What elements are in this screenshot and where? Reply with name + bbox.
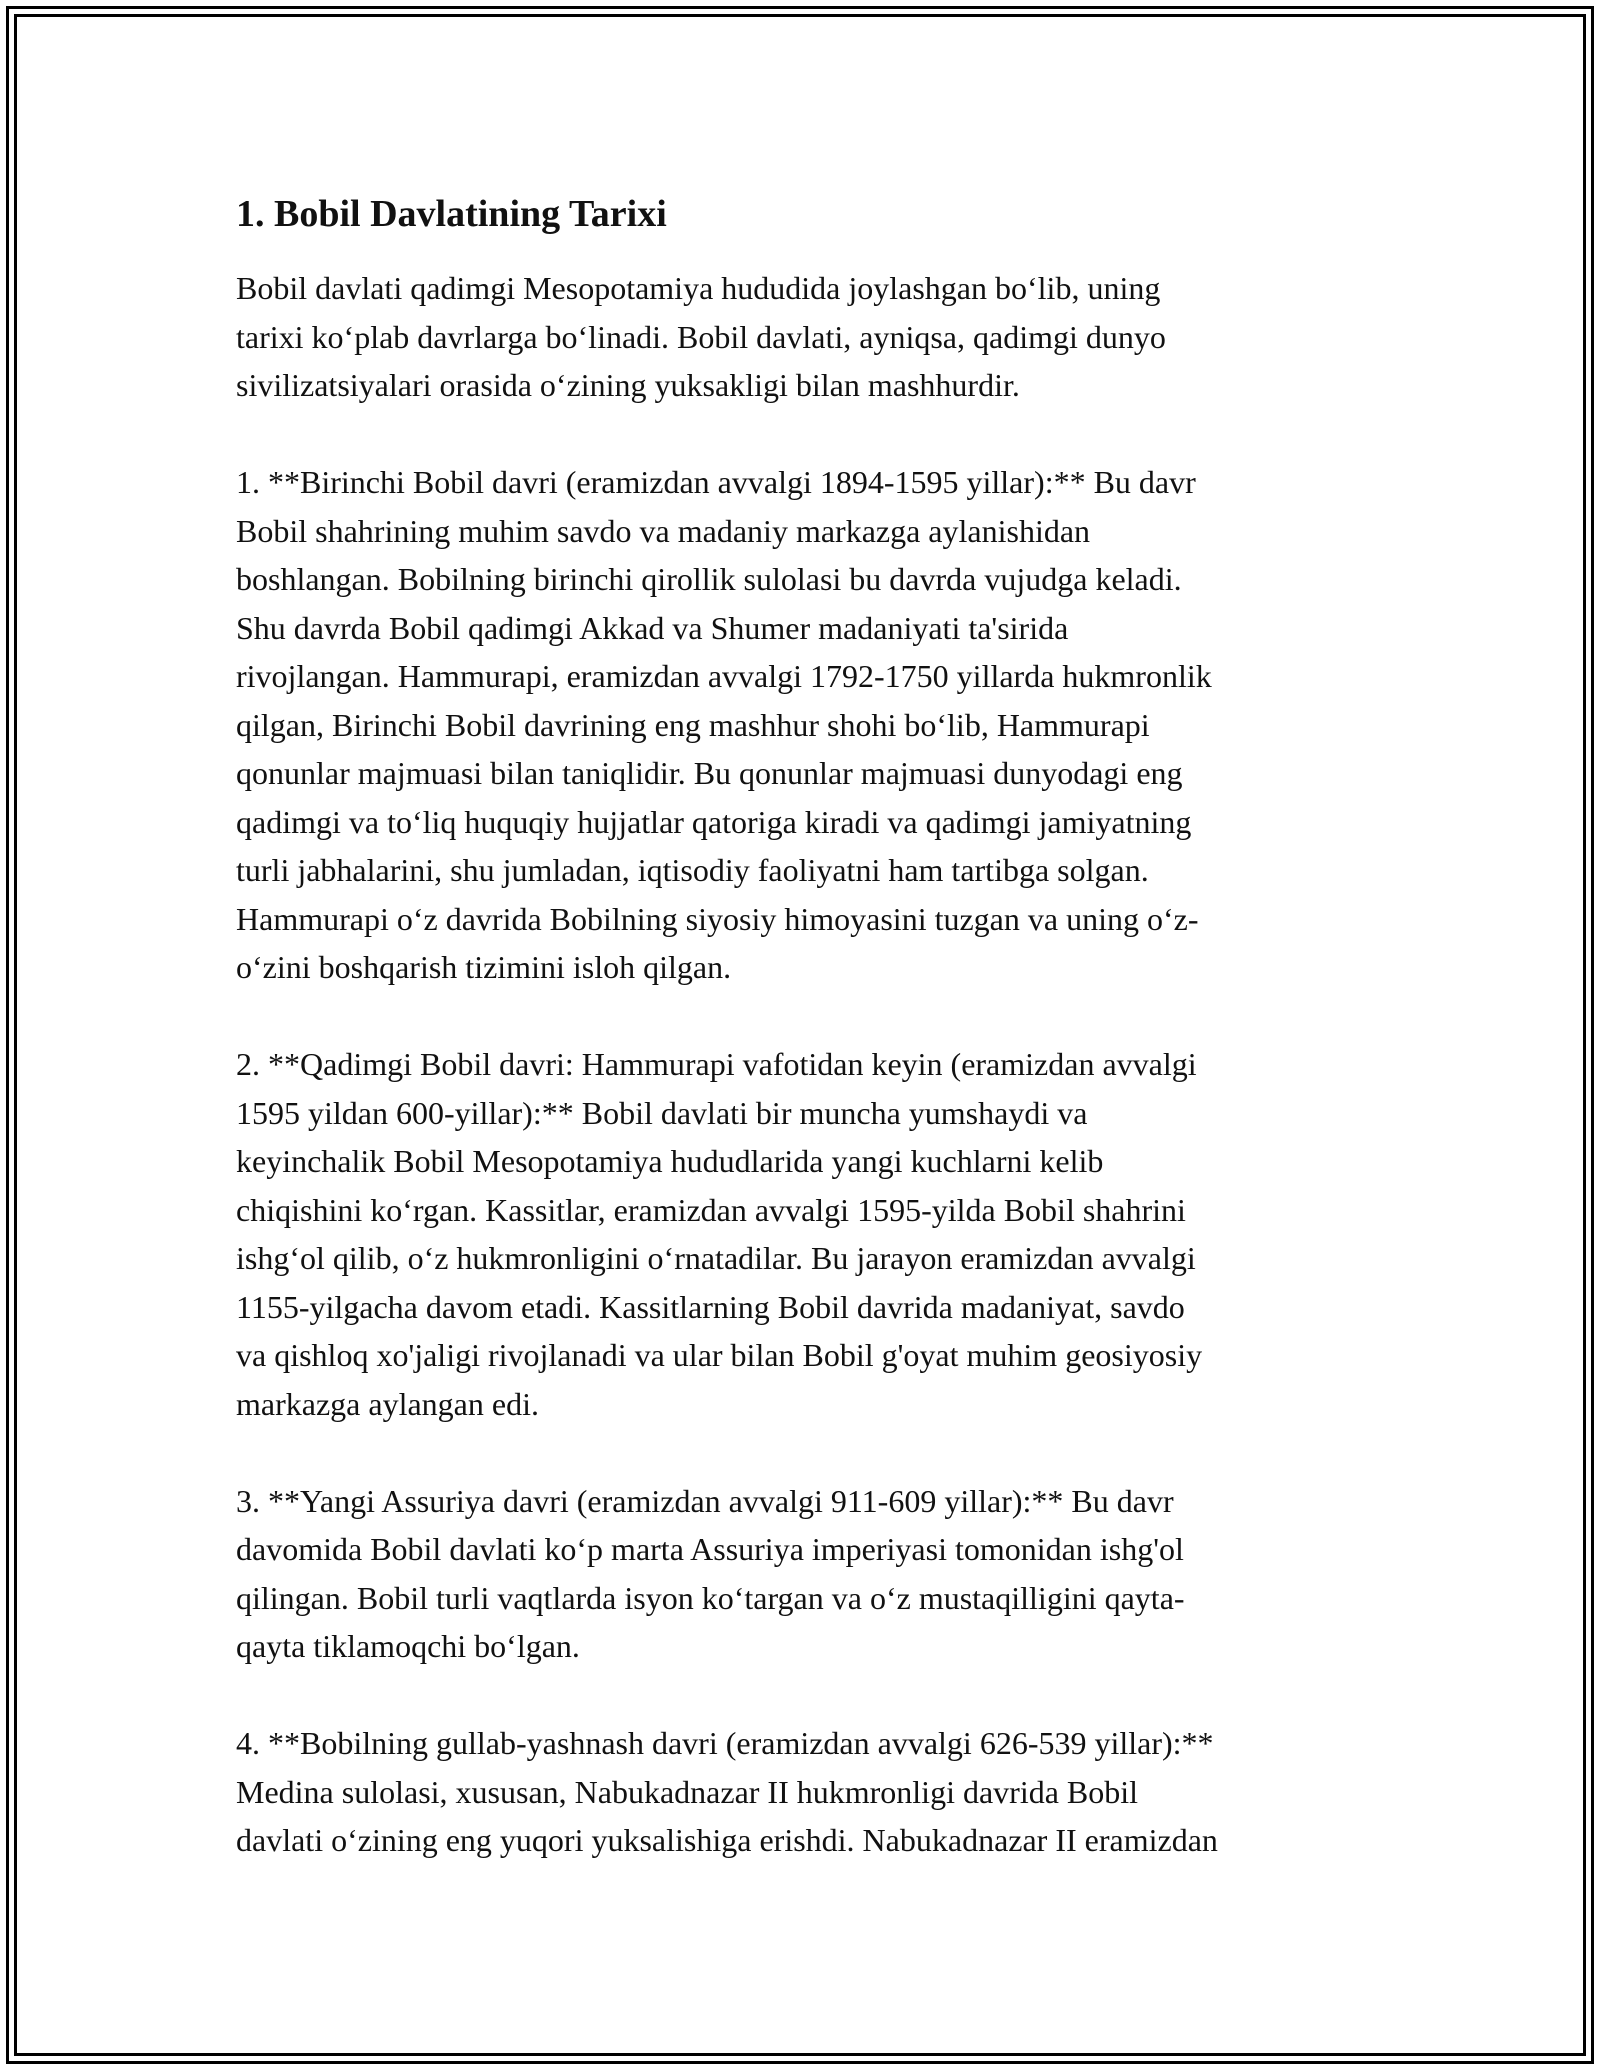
text-line: 2. **Qadimgi Bobil davri: Hammurapi vafotidan keyin (eramizdan avvalgi <box>236 1046 1197 1082</box>
text-line: qonunlar majmuasi bilan taniqlidir. Bu qonunlar majmuasi dunyodagi eng <box>236 755 1183 791</box>
text-line: 1595 yildan 600-yillar):** Bobil davlati bir muncha yumshaydi va <box>236 1094 1088 1131</box>
text-line: Hammurapi o‘z davrida Bobilning siyosiy himoyasini tuzgan va uning o‘z- <box>236 900 1199 937</box>
list-item-paragraph-2 <box>236 1040 1386 1428</box>
text-line: markazga aylangan edi. <box>236 1385 539 1422</box>
text-line: davlati o‘zining eng yuqori yuksalishiga erishdi. Nabukadnazar II eramizdan <box>236 1822 1218 1858</box>
text-line: 1. **Birinchi Bobil davri (eramizdan avvalgi 1894-1595 yillar):** Bu davr <box>236 464 1196 500</box>
text-line: 4. **Bobilning gullab-yashnash davri (eramizdan avvalgi 626-539 yillar):** <box>236 1725 1214 1761</box>
text-line: davomida Bobil davlati ko‘p marta Assuriya imperiyasi tomonidan ishg'ol <box>236 1531 1184 1567</box>
intro-paragraph <box>236 264 1386 410</box>
text-line: tarixi ko‘plab davrlarga bo‘linadi. Bobil davlati, ayniqsa, qadimgi dunyo <box>236 318 1166 355</box>
text-line: qayta tiklamoqchi bo‘lgan. <box>236 1628 580 1664</box>
text-line: Shu davrda Bobil qadimgi Akkad va Shumer madaniyati ta'sirida <box>236 609 1069 646</box>
text-line: qilgan, Birinchi Bobil davrining eng mashhur shohi bo‘lib, Hammurapi <box>236 706 1150 743</box>
text-line: turli jabhalarini, shu jumladan, iqtisodiy faoliyatni ham tartibga solgan. <box>236 852 1149 888</box>
text-line: 3. **Yangi Assuriya davri (eramizdan avvalgi 911-609 yillar):** Bu davr <box>236 1482 1174 1519</box>
list-item-paragraph-3 <box>236 1477 1386 1671</box>
text-line: qilingan. Bobil turli vaqtlarda isyon ko‘targan va o‘z mustaqilligini qayta- <box>236 1579 1185 1616</box>
list-item-paragraph-1 <box>236 458 1386 992</box>
text-line: 1155-yilgacha davom etadi. Kassitlarning Bobil davrida madaniyat, savdo <box>236 1288 1185 1325</box>
text-line: va qishloq xo'jaligi rivojlanadi va ular bilan Bobil g'oyat muhim geosiyosiy <box>236 1337 1203 1373</box>
text-line: Medina sulolasi, xususan, Nabukadnazar II hukmronligi davrida Bobil <box>236 1773 1139 1810</box>
text-line: sivilizatsiyalari orasida o‘zining yuksakligi bilan mashhurdir. <box>236 367 1020 403</box>
text-line: chiqishini ko‘rgan. Kassitlar, eramizdan avvalgi 1595-yilda Bobil shahrini <box>236 1191 1186 1228</box>
text-line: rivojlangan. Hammurapi, eramizdan avvalgi 1792-1750 yillarda hukmronlik <box>236 658 1212 694</box>
text-line: boshlangan. Bobilning birinchi qirollik sulolasi bu davrda vujudga keladi. <box>236 561 1182 597</box>
list-item-paragraph-4 <box>236 1719 1386 1865</box>
text-line: o‘zini boshqarish tizimini isloh qilgan. <box>236 949 732 985</box>
text-line: Bobil davlati qadimgi Mesopotamiya hududida joylashgan bo‘lib, uning <box>236 270 1161 306</box>
text-line: qadimgi va to‘liq huquqiy hujjatlar qatoriga kiradi va qadimgi jamiyatning <box>236 803 1192 840</box>
document-body <box>236 190 1386 1913</box>
text-line: ishg‘ol qilib, o‘z hukmronligini o‘rnatadilar. Bu jarayon eramizdan avvalgi <box>236 1240 1196 1276</box>
text-line: Bobil shahrining muhim savdo va madaniy markazga aylanishidan <box>236 512 1091 549</box>
text-line: keyinchalik Bobil Mesopotamiya hududlarida yangi kuchlarni kelib <box>236 1143 1104 1179</box>
section-heading: 1. Bobil Davlatining Tarixi <box>236 193 667 235</box>
